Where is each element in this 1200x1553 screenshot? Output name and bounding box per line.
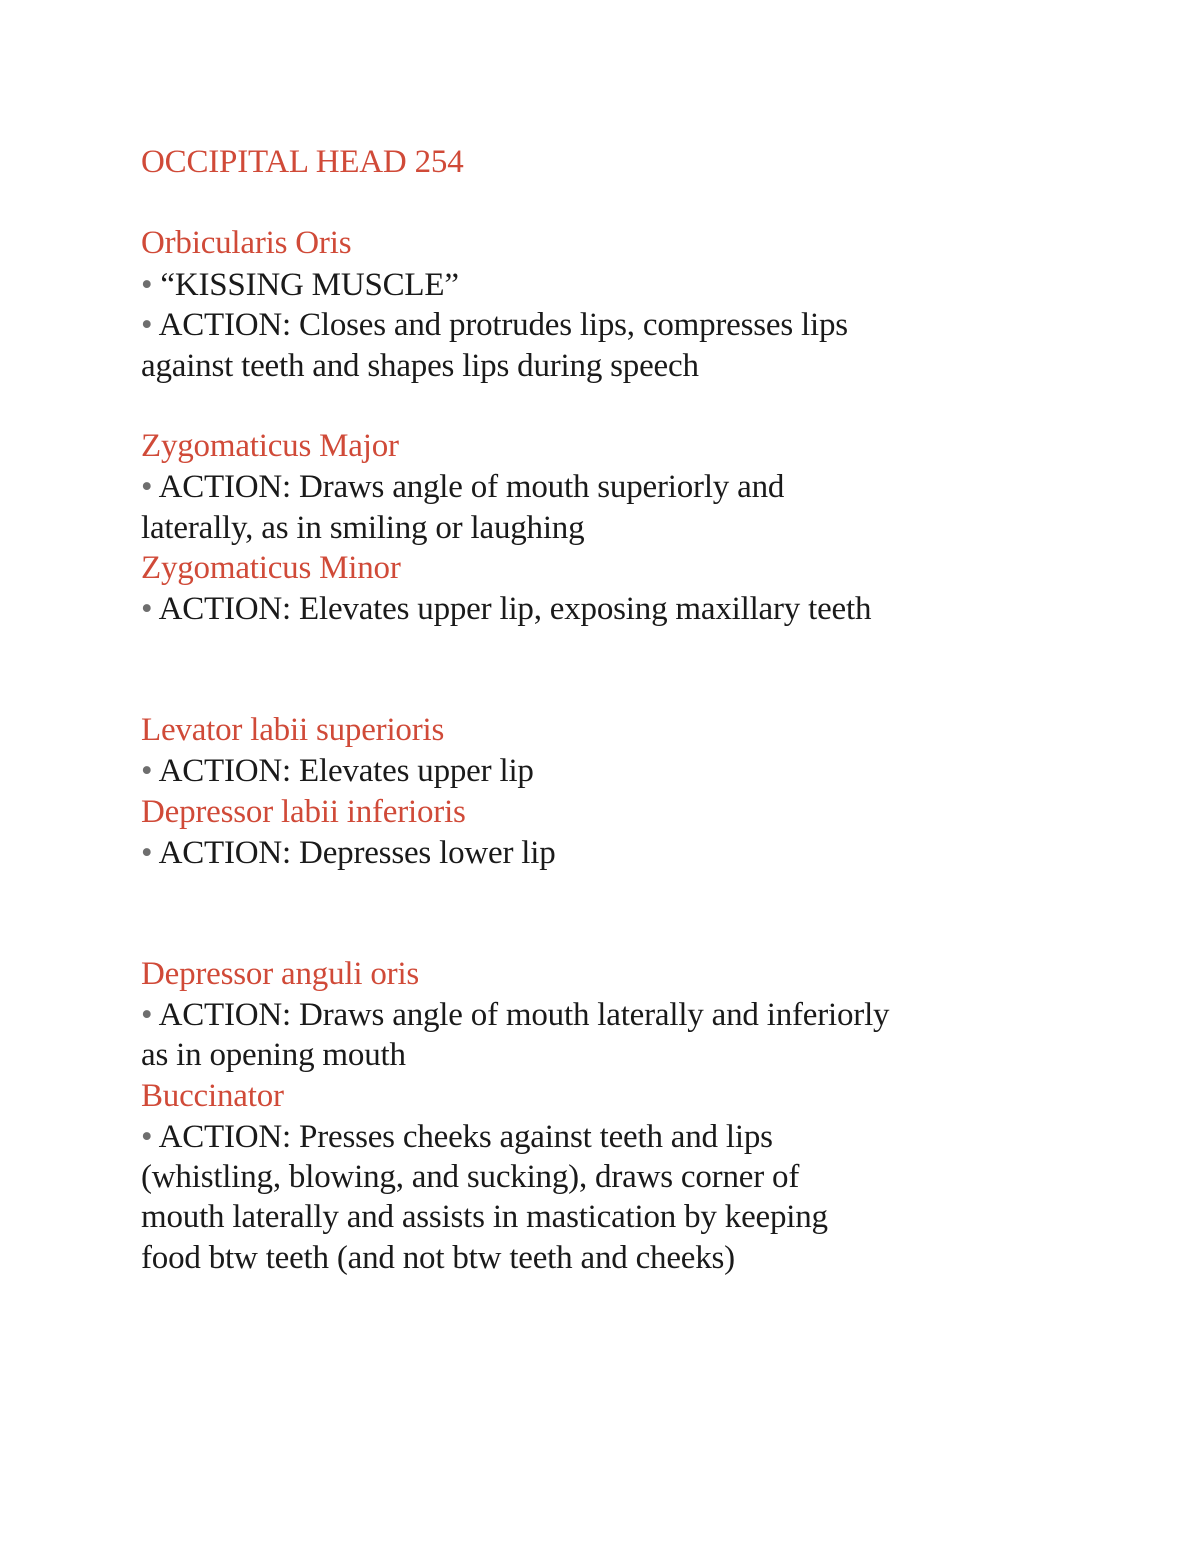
muscle-heading-orbicularis-oris: Orbicularis Oris: [141, 225, 352, 261]
muscle-heading-depressor-anguli-oris: Depressor anguli oris: [141, 956, 420, 992]
bullet-marker: •: [141, 591, 153, 627]
muscle-heading-levator-labii-superioris: Levator labii superioris: [141, 712, 445, 748]
bullet-line: [141, 467, 784, 507]
bullet-text: ACTION: Presses cheeks against teeth and lips: [152, 1119, 773, 1155]
muscle-heading-zygomaticus-minor: Zygomaticus Minor: [141, 550, 401, 586]
bullet-text: “KISSING MUSCLE”: [152, 267, 459, 303]
bullet-text: ACTION: Draws angle of mouth laterally and inferiorly: [152, 997, 890, 1033]
continuation-line: food btw teeth (and not btw teeth and cheeks): [141, 1240, 735, 1276]
continuation-line: against teeth and shapes lips during speech: [141, 348, 699, 384]
muscle-heading-depressor-labii-inferioris: Depressor labii inferioris: [141, 794, 466, 830]
bullet-marker: •: [141, 1119, 153, 1155]
bullet-line: [141, 995, 889, 1035]
bullet-marker: •: [141, 307, 153, 343]
bullet-line: [141, 1117, 773, 1157]
bullet-text: ACTION: Depresses lower lip: [152, 835, 556, 871]
bullet-marker: •: [141, 997, 153, 1033]
bullet-text: ACTION: Closes and protrudes lips, compresses lips: [152, 307, 848, 343]
bullet-line: [141, 751, 534, 791]
continuation-line: (whistling, blowing, and sucking), draws corner of: [141, 1159, 800, 1195]
muscle-heading-buccinator: Buccinator: [141, 1078, 284, 1114]
bullet-text: ACTION: Elevates upper lip: [152, 753, 534, 789]
bullet-marker: •: [141, 753, 153, 789]
bullet-marker: •: [141, 267, 153, 303]
muscle-heading-zygomaticus-major: Zygomaticus Major: [141, 428, 399, 464]
bullet-line: [141, 305, 848, 345]
continuation-line: laterally, as in smiling or laughing: [141, 510, 585, 546]
continuation-line: as in opening mouth: [141, 1037, 406, 1073]
bullet-text: ACTION: Draws angle of mouth superiorly and: [152, 469, 785, 505]
page-title: OCCIPITAL HEAD 254: [141, 144, 464, 180]
bullet-line: [141, 265, 459, 305]
bullet-marker: •: [141, 835, 153, 871]
bullet-line: [141, 589, 871, 629]
bullet-marker: •: [141, 469, 153, 505]
continuation-line: mouth laterally and assists in mastication by keeping: [141, 1199, 828, 1235]
bullet-text: ACTION: Elevates upper lip, exposing maxillary teeth: [152, 591, 872, 627]
bullet-line: [141, 833, 556, 873]
